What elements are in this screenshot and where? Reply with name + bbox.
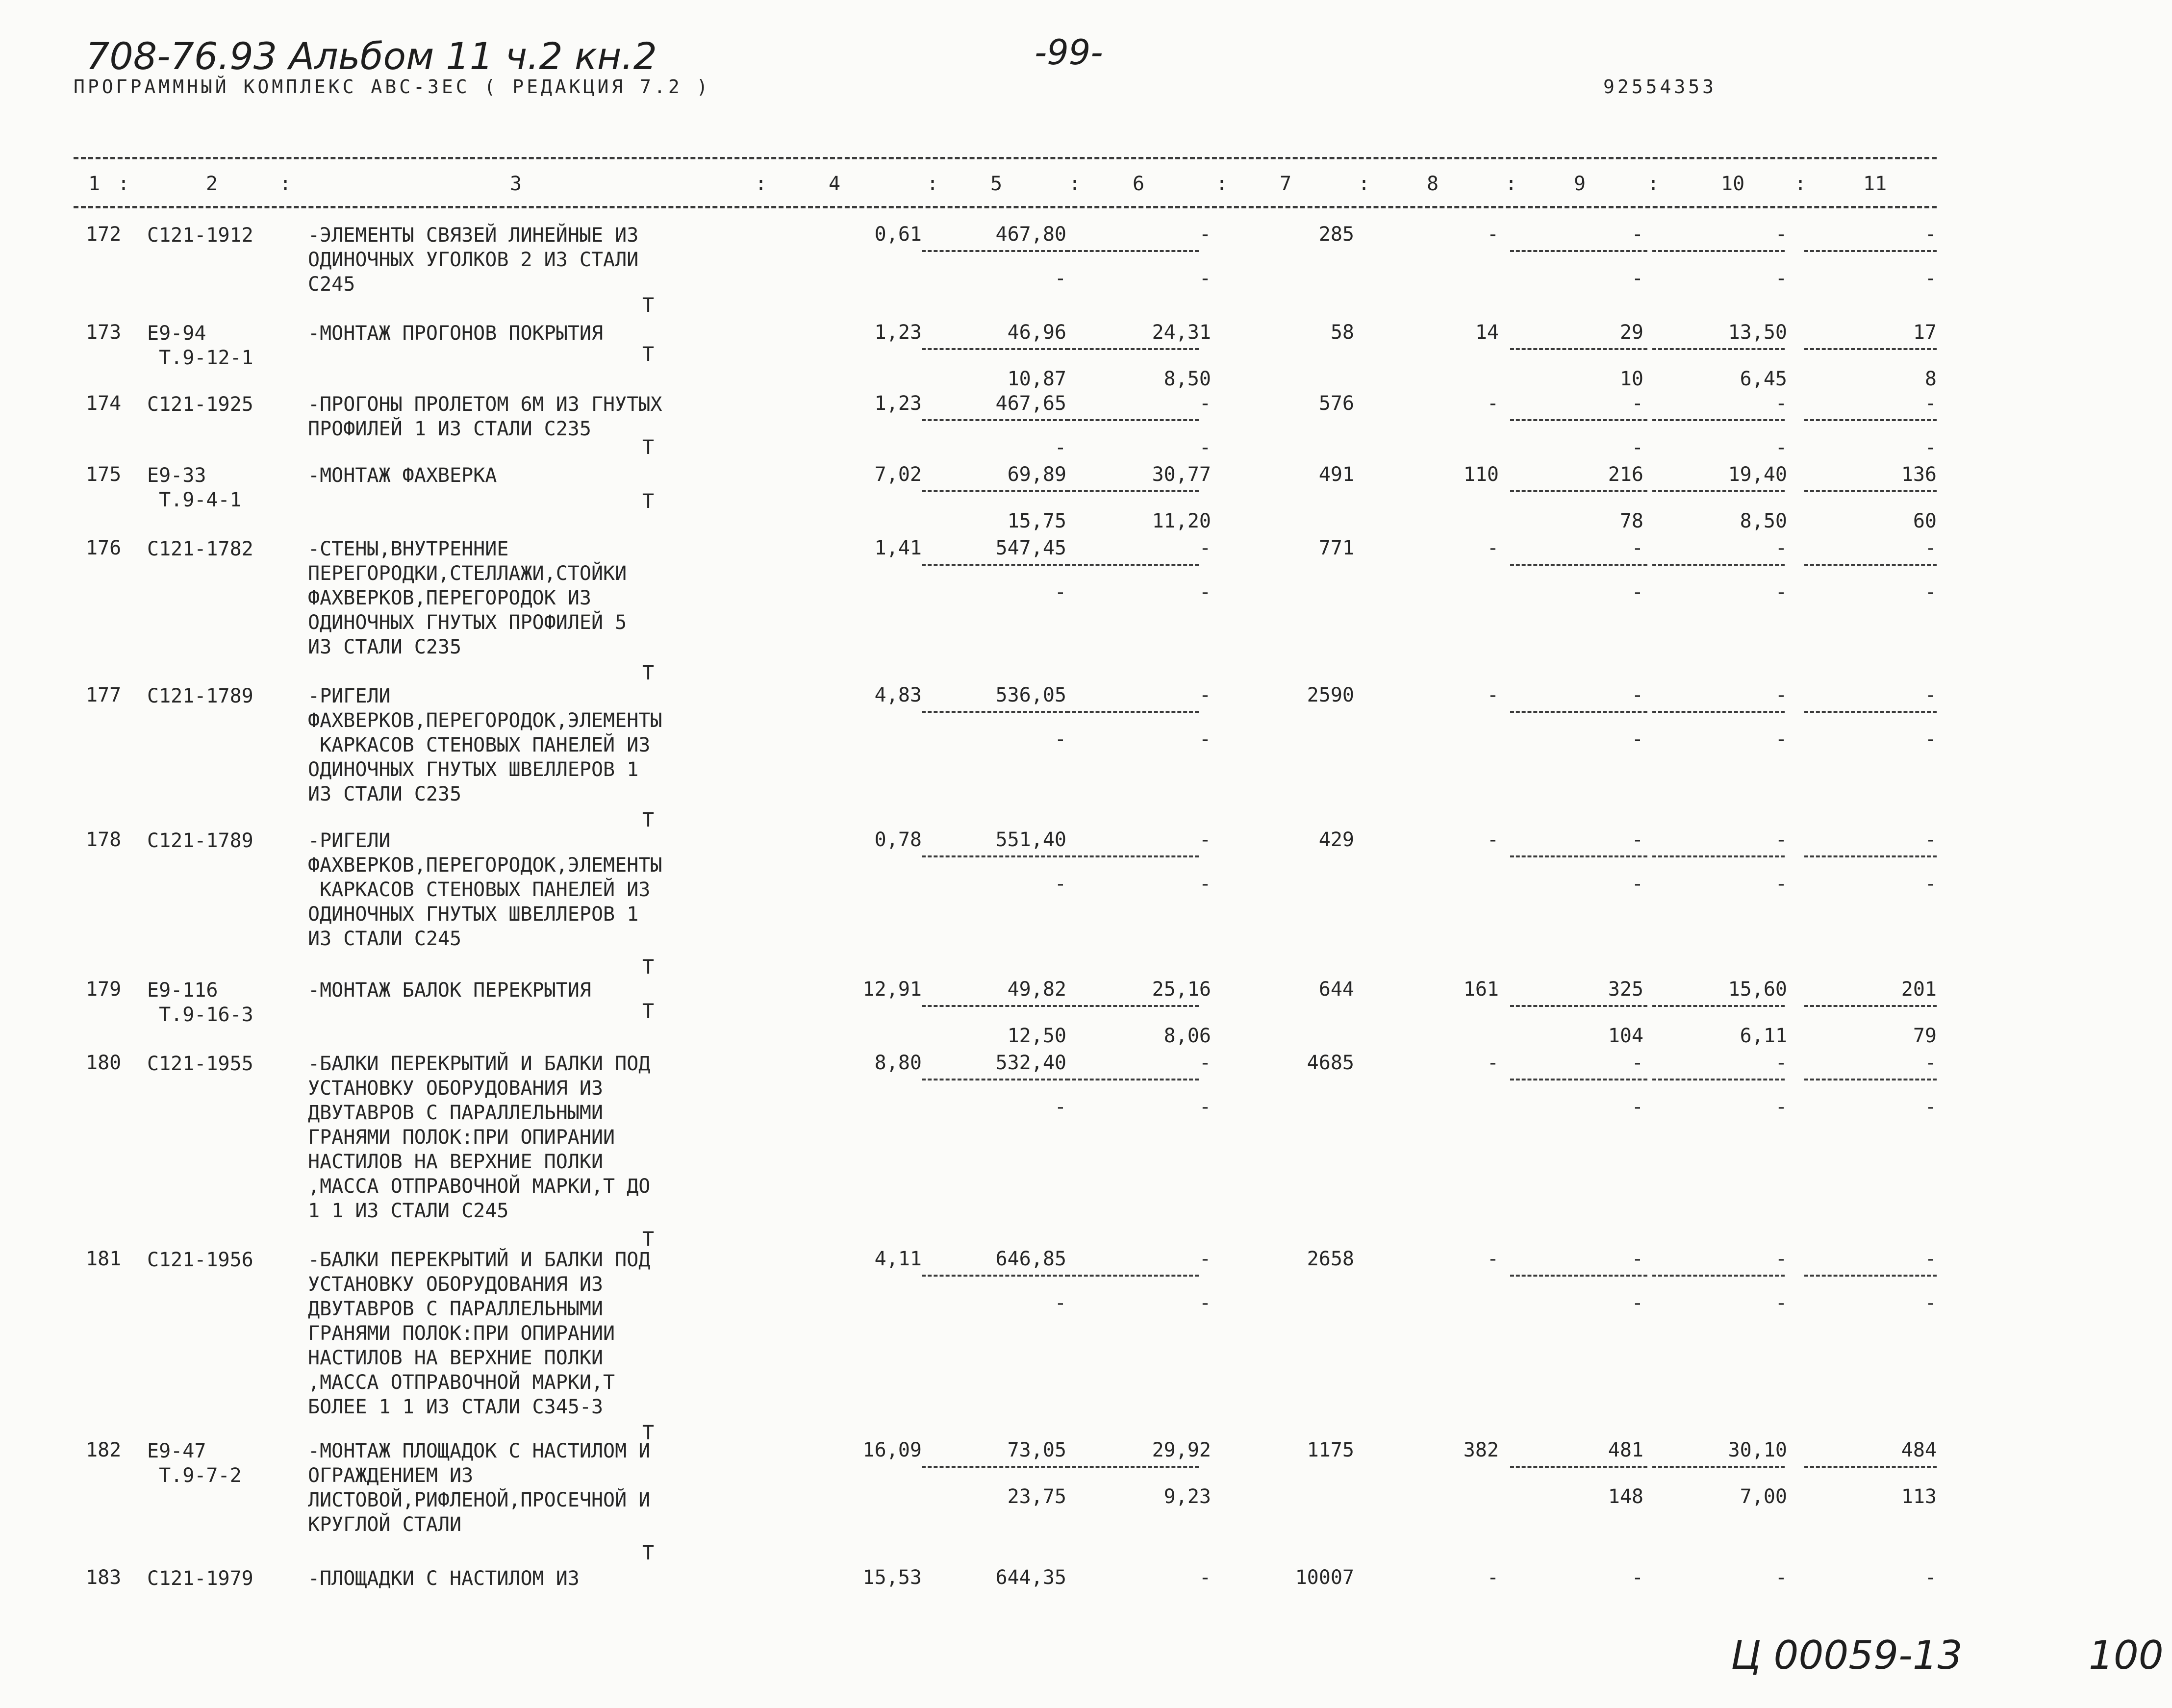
cell-c11b-sub: - (1924, 728, 1937, 751)
cell-col-8: 14 (1475, 321, 1499, 344)
cell-col-11: - (1924, 537, 1937, 559)
cell-separator (1652, 1005, 1785, 1007)
cell-col-7: 644 (1318, 978, 1354, 1001)
cell-c10b-sub: 6,45 (1740, 368, 1787, 390)
cell-col-9: - (1631, 537, 1643, 559)
cell-c11b-sub: - (1924, 1292, 1937, 1314)
cell-col-10: - (1775, 537, 1787, 559)
sheet-number: 100 (2089, 1633, 2164, 1678)
norm-code: Е9-94 Т.9-12-1 (147, 322, 253, 369)
work-description: -МОНТАЖ ФАХВЕРКА (308, 464, 497, 487)
cell-col-11: 136 (1901, 463, 1937, 486)
cell-c5b-sub: - (1054, 873, 1066, 895)
cell-separator (1510, 711, 1647, 713)
row-number: 183 (86, 1566, 122, 1589)
cell-c6b-sub: 9,23 (1163, 1485, 1211, 1508)
cell-separator (1510, 419, 1647, 421)
cell-col-4: 1,41 (874, 537, 922, 559)
cell-separator (1804, 250, 1937, 252)
norm-code: Е9-116 Т.9-16-3 (147, 979, 253, 1026)
cell-c10b-sub: - (1775, 1096, 1787, 1118)
cell-col-10: 19,40 (1728, 463, 1787, 486)
cell-separator (1066, 1275, 1199, 1277)
table-top-rule (74, 157, 1937, 159)
cell-separator (1652, 419, 1785, 421)
col-10-header: 10 (1721, 173, 1745, 195)
col-11-header: 11 (1863, 173, 1887, 195)
cell-col-7: 2590 (1307, 684, 1354, 706)
row-number: 173 (86, 321, 122, 344)
cell-col-11: 484 (1901, 1439, 1937, 1461)
col-2-header: 2 (206, 173, 218, 195)
cell-separator (922, 419, 1069, 421)
row-number: 175 (86, 463, 122, 486)
cell-col-7: 491 (1318, 463, 1354, 486)
unit-mark: Т (642, 436, 655, 459)
cell-col-7: 429 (1318, 829, 1354, 851)
row-number: 182 (86, 1439, 122, 1461)
cell-separator (1066, 1005, 1199, 1007)
cell-c6b-sub: - (1199, 267, 1211, 290)
cell-col-8: 110 (1463, 463, 1499, 486)
cell-separator (1804, 1005, 1937, 1007)
cell-separator (1066, 490, 1199, 492)
col-1-header: 1 (88, 173, 101, 195)
cell-col-6: - (1199, 223, 1211, 246)
cell-separator (922, 250, 1069, 252)
cell-col-6: 30,77 (1152, 463, 1211, 486)
cell-col-10: - (1775, 684, 1787, 706)
cell-col-11: - (1924, 829, 1937, 851)
unit-mark: Т (642, 490, 655, 513)
cell-separator (1652, 1079, 1785, 1080)
cell-col-5: 69,89 (1007, 463, 1066, 486)
cell-c10b-sub: - (1775, 581, 1787, 603)
cell-col-9: - (1631, 829, 1643, 851)
unit-mark: Т (642, 1228, 655, 1251)
cell-col-4: 15,53 (862, 1566, 922, 1589)
cell-separator (922, 1466, 1069, 1468)
cell-separator (1066, 348, 1199, 350)
cell-c9b-sub: - (1631, 267, 1643, 290)
cell-col-8: - (1487, 684, 1499, 706)
archive-stamp: Ц 00059-13 (1731, 1633, 1963, 1678)
cell-col-7: 576 (1318, 392, 1354, 415)
cell-separator (1510, 250, 1647, 252)
cell-col-5: 467,65 (995, 392, 1066, 415)
cell-c11b-sub: - (1924, 267, 1937, 290)
cell-c5b-sub: - (1054, 728, 1066, 751)
cell-c5b-sub: 15,75 (1007, 510, 1066, 532)
cell-separator (1804, 419, 1937, 421)
cell-separator (1652, 348, 1785, 350)
cell-separator (1804, 711, 1937, 713)
cell-col-10: 13,50 (1728, 321, 1787, 344)
cell-col-5: 49,82 (1007, 978, 1066, 1001)
norm-code: С121-1925 (147, 393, 253, 416)
cell-col-7: 285 (1318, 223, 1354, 246)
header-bottom-rule (74, 206, 1937, 208)
norm-code: С121-1912 (147, 224, 253, 247)
cell-col-9: 481 (1608, 1439, 1643, 1461)
col-8-header: 8 (1427, 173, 1439, 195)
cell-separator (1510, 1275, 1647, 1277)
cell-separator (922, 1275, 1069, 1277)
cell-c6b-sub: 8,50 (1163, 368, 1211, 390)
cell-col-9: - (1631, 1052, 1643, 1074)
cell-c9b-sub: 10 (1619, 368, 1643, 390)
cell-col-8: 161 (1463, 978, 1499, 1001)
cell-separator (1804, 1079, 1937, 1080)
cell-c5b-sub: - (1054, 1292, 1066, 1314)
cell-col-9: - (1631, 684, 1643, 706)
cell-c9b-sub: 148 (1608, 1485, 1643, 1508)
cell-col-11: - (1924, 392, 1937, 415)
cell-col-9: - (1631, 1566, 1643, 1589)
col-7-header: 7 (1280, 173, 1292, 195)
cell-c11b-sub: 79 (1913, 1025, 1937, 1047)
cell-separator (1066, 419, 1199, 421)
cell-col-9: - (1631, 1248, 1643, 1270)
handwritten-album-title: 708-76.93 Альбом 11 ч.2 кн.2 (86, 34, 657, 78)
work-description: -БАЛКИ ПЕРЕКРЫТИЙ И БАЛКИ ПОД УСТАНОВКУ ОБОРУДОВАНИЯ ИЗ ДВУТАВРОВ С ПАРАЛЛЕЛЬНЫМИ ГРАНЯМИ ПОЛОК:ПРИ ОПИРАНИИ НАСТИЛОВ НА ВЕРХНИЕ ПОЛКИ ,МАССА ОТПРАВОЧНОЙ МАРКИ,Т ДО 1 1 ИЗ СТАЛИ С245 (308, 1053, 651, 1222)
cell-col-11: - (1924, 1566, 1937, 1589)
cell-col-4: 1,23 (874, 392, 922, 415)
cell-col-9: 29 (1619, 321, 1643, 344)
cell-separator (1804, 564, 1937, 566)
work-description: -РИГЕЛИ ФАХВЕРКОВ,ПЕРЕГОРОДОК,ЭЛЕМЕНТЫ КАРКАСОВ СТЕНОВЫХ ПАНЕЛЕЙ ИЗ ОДИНОЧНЫХ ГНУТЫХ ШВЕЛЛЕРОВ 1 ИЗ СТАЛИ С235 (308, 685, 662, 805)
cell-col-5: 532,40 (995, 1052, 1066, 1074)
cell-separator (922, 855, 1069, 857)
cell-separator (1066, 564, 1199, 566)
cell-c5b-sub: 10,87 (1007, 368, 1066, 390)
row-number: 172 (86, 223, 122, 246)
cell-separator (1510, 1005, 1647, 1007)
cell-c6b-sub: 8,06 (1163, 1025, 1211, 1047)
unit-mark: Т (642, 1422, 655, 1444)
row-number: 178 (86, 829, 122, 851)
work-description: -ПРОГОНЫ ПРОЛЕТОМ 6М ИЗ ГНУТЫХ ПРОФИЛЕЙ 1 ИЗ СТАЛИ С235 (308, 393, 662, 440)
cell-separator (1652, 564, 1785, 566)
cell-col-5: 646,85 (995, 1248, 1066, 1270)
cell-separator (922, 564, 1069, 566)
cell-c10b-sub: 7,00 (1740, 1485, 1787, 1508)
cell-c10b-sub: - (1775, 267, 1787, 290)
cell-separator (1510, 1079, 1647, 1080)
cell-separator (1804, 1275, 1937, 1277)
col-4-header: 4 (829, 173, 841, 195)
cell-separator (1652, 1466, 1785, 1468)
cell-col-11: 17 (1913, 321, 1937, 344)
cell-separator (1066, 855, 1199, 857)
cell-col-5: 551,40 (995, 829, 1066, 851)
cell-c5b-sub: - (1054, 1096, 1066, 1118)
cell-c10b-sub: - (1775, 436, 1787, 459)
row-number: 179 (86, 978, 122, 1001)
cell-col-7: 58 (1330, 321, 1354, 344)
cell-separator (1066, 1466, 1199, 1468)
cell-c9b-sub: 78 (1619, 510, 1643, 532)
cell-col-10: - (1775, 1248, 1787, 1270)
cell-separator (1066, 250, 1199, 252)
col-6-header: 6 (1133, 173, 1145, 195)
work-description: -РИГЕЛИ ФАХВЕРКОВ,ПЕРЕГОРОДОК,ЭЛЕМЕНТЫ КАРКАСОВ СТЕНОВЫХ ПАНЕЛЕЙ ИЗ ОДИНОЧНЫХ ГНУТЫХ ШВЕЛЛЕРОВ 1 ИЗ СТАЛИ С245 (308, 829, 662, 950)
page-number: -99- (1035, 32, 1103, 73)
cell-col-10: - (1775, 1566, 1787, 1589)
cell-separator (1804, 855, 1937, 857)
cell-col-6: 24,31 (1152, 321, 1211, 344)
cell-separator (922, 711, 1069, 713)
norm-code: С121-1956 (147, 1249, 253, 1271)
col-9-header: 9 (1574, 173, 1586, 195)
col-5-header: 5 (990, 173, 1003, 195)
cell-separator (1066, 1079, 1199, 1080)
cell-separator (1804, 348, 1937, 350)
unit-mark: Т (642, 1542, 655, 1564)
unit-mark: Т (642, 343, 655, 366)
cell-col-6: - (1199, 829, 1211, 851)
cell-c11b-sub: 60 (1913, 510, 1937, 532)
work-description: -ЭЛЕМЕНТЫ СВЯЗЕЙ ЛИНЕЙНЫЕ ИЗ ОДИНОЧНЫХ УГОЛКОВ 2 ИЗ СТАЛИ С245 (308, 224, 639, 296)
cell-col-11: - (1924, 1248, 1937, 1270)
cell-col-6: 25,16 (1152, 978, 1211, 1001)
cell-col-4: 7,02 (874, 463, 922, 486)
cell-c9b-sub: - (1631, 1096, 1643, 1118)
cell-col-10: 15,60 (1728, 978, 1787, 1001)
cell-c10b-sub: 8,50 (1740, 510, 1787, 532)
cell-c11b-sub: 113 (1901, 1485, 1937, 1508)
cell-separator (1804, 490, 1937, 492)
work-description: -МОНТАЖ ПРОГОНОВ ПОКРЫТИЯ (308, 322, 604, 345)
norm-code: С121-1955 (147, 1053, 253, 1075)
unit-mark: Т (642, 294, 655, 317)
program-subtitle: ПРОГРАММНЫЙ КОМПЛЕКС АВС-3ЕС ( РЕДАКЦИЯ 7.2 ) (74, 76, 711, 98)
cell-col-10: 30,10 (1728, 1439, 1787, 1461)
cell-c9b-sub: 104 (1608, 1025, 1643, 1047)
cell-separator (922, 490, 1069, 492)
row-number: 176 (86, 537, 122, 559)
cell-col-4: 0,61 (874, 223, 922, 246)
norm-code: С121-1789 (147, 829, 253, 852)
cell-col-9: 325 (1608, 978, 1643, 1001)
cell-col-4: 4,11 (874, 1248, 922, 1270)
cell-c9b-sub: - (1631, 581, 1643, 603)
cell-col-7: 4685 (1307, 1052, 1354, 1074)
cell-col-8: 382 (1463, 1439, 1499, 1461)
cell-c6b-sub: 11,20 (1152, 510, 1211, 532)
work-description: -МОНТАЖ БАЛОК ПЕРЕКРЫТИЯ (308, 979, 591, 1002)
cell-separator (1510, 855, 1647, 857)
norm-code: С121-1789 (147, 685, 253, 707)
cell-c10b-sub: - (1775, 1292, 1787, 1314)
cell-separator (1652, 855, 1785, 857)
cell-c9b-sub: - (1631, 1292, 1643, 1314)
cell-col-4: 16,09 (862, 1439, 922, 1461)
cell-col-4: 12,91 (862, 978, 922, 1001)
norm-code: Е9-47 Т.9-7-2 (147, 1440, 242, 1487)
cell-separator (922, 1079, 1069, 1080)
cell-separator (1066, 711, 1199, 713)
cell-separator (922, 1005, 1069, 1007)
cell-separator (1652, 490, 1785, 492)
cell-separator (1510, 1466, 1647, 1468)
cell-col-8: - (1487, 392, 1499, 415)
cell-col-10: - (1775, 392, 1787, 415)
cell-separator (1510, 490, 1647, 492)
cell-col-6: - (1199, 537, 1211, 559)
work-description: -СТЕНЫ,ВНУТРЕННИЕ ПЕРЕГОРОДКИ,СТЕЛЛАЖИ,СТОЙКИ ФАХВЕРКОВ,ПЕРЕГОРОДОК ИЗ ОДИНОЧНЫХ ГНУТЫХ ПРОФИЛЕЙ 5 ИЗ СТАЛИ С235 (308, 538, 627, 658)
cell-c5b-sub: - (1054, 267, 1066, 290)
unit-mark: Т (642, 1000, 655, 1023)
cell-col-8: - (1487, 1566, 1499, 1589)
cell-separator (1510, 564, 1647, 566)
norm-code: С121-1979 (147, 1567, 253, 1590)
cell-separator (1804, 1466, 1937, 1468)
cell-col-8: - (1487, 537, 1499, 559)
cell-col-8: - (1487, 223, 1499, 246)
cell-col-10: - (1775, 1052, 1787, 1074)
cell-col-10: - (1775, 223, 1787, 246)
cell-c9b-sub: - (1631, 436, 1643, 459)
row-number: 181 (86, 1248, 122, 1270)
cell-c6b-sub: - (1199, 1292, 1211, 1314)
cell-c6b-sub: - (1199, 581, 1211, 603)
document-code: 92554353 (1603, 76, 1717, 98)
work-description: -МОНТАЖ ПЛОЩАДОК С НАСТИЛОМ И ОГРАЖДЕНИЕМ ИЗ ЛИСТОВОЙ,РИФЛЕНОЙ,ПРОСЕЧНОЙ И КРУГЛОЙ СТАЛИ (308, 1440, 651, 1536)
column-header-row: 1 : 2 : 3 : 4 : 5 : 6 : 7 : 8 : 9 : 10 : 11 (88, 173, 1887, 195)
cell-col-5: 467,80 (995, 223, 1066, 246)
unit-mark: Т (642, 956, 655, 979)
cell-col-5: 73,05 (1007, 1439, 1066, 1461)
cell-col-7: 10007 (1295, 1566, 1354, 1589)
cell-c5b-sub: 23,75 (1007, 1485, 1066, 1508)
work-description: -БАЛКИ ПЕРЕКРЫТИЙ И БАЛКИ ПОД УСТАНОВКУ ОБОРУДОВАНИЯ ИЗ ДВУТАВРОВ С ПАРАЛЛЕЛЬНЫМИ ГРАНЯМИ ПОЛОК:ПРИ ОПИРАНИИ НАСТИЛОВ НА ВЕРХНИЕ ПОЛКИ ,МАССА ОТПРАВОЧНОЙ МАРКИ,Т БОЛЕЕ 1 1 ИЗ СТАЛИ С345-3 (308, 1249, 651, 1418)
cell-c9b-sub: - (1631, 728, 1643, 751)
cell-col-4: 0,78 (874, 829, 922, 851)
cell-c5b-sub: 12,50 (1007, 1025, 1066, 1047)
cell-col-10: - (1775, 829, 1787, 851)
cell-col-5: 536,05 (995, 684, 1066, 706)
cell-col-4: 4,83 (874, 684, 922, 706)
cell-c10b-sub: 6,11 (1740, 1025, 1787, 1047)
cell-separator (1652, 1275, 1785, 1277)
cell-c11b-sub: - (1924, 436, 1937, 459)
cell-col-8: - (1487, 1052, 1499, 1074)
norm-code: С121-1782 (147, 538, 253, 560)
cell-c11b-sub: 8 (1924, 368, 1937, 390)
cell-col-6: - (1199, 1566, 1211, 1589)
cell-separator (1652, 711, 1785, 713)
cell-col-9: 216 (1608, 463, 1643, 486)
unit-mark: Т (642, 662, 655, 684)
cell-c11b-sub: - (1924, 873, 1937, 895)
cell-col-7: 771 (1318, 537, 1354, 559)
col-3-header: 3 (510, 173, 522, 195)
row-number: 174 (86, 392, 122, 415)
work-description: -ПЛОЩАДКИ С НАСТИЛОМ ИЗ (308, 1567, 580, 1590)
cell-c6b-sub: - (1199, 873, 1211, 895)
cell-col-7: 1175 (1307, 1439, 1354, 1461)
cell-c5b-sub: - (1054, 581, 1066, 603)
cell-c6b-sub: - (1199, 728, 1211, 751)
cell-col-6: - (1199, 392, 1211, 415)
cell-col-6: 29,92 (1152, 1439, 1211, 1461)
cell-separator (1652, 250, 1785, 252)
cell-c6b-sub: - (1199, 1096, 1211, 1118)
unit-mark: Т (642, 809, 655, 831)
cell-col-11: 201 (1901, 978, 1937, 1001)
cell-c10b-sub: - (1775, 728, 1787, 751)
row-number: 177 (86, 684, 122, 706)
cell-c11b-sub: - (1924, 1096, 1937, 1118)
cell-col-5: 547,45 (995, 537, 1066, 559)
norm-code: Е9-33 Т.9-4-1 (147, 464, 242, 511)
cell-col-5: 46,96 (1007, 321, 1066, 344)
cell-col-8: - (1487, 829, 1499, 851)
cell-col-6: - (1199, 684, 1211, 706)
cell-col-9: - (1631, 223, 1643, 246)
cell-col-11: - (1924, 684, 1937, 706)
cell-c5b-sub: - (1054, 436, 1066, 459)
cell-c9b-sub: - (1631, 873, 1643, 895)
cell-col-4: 8,80 (874, 1052, 922, 1074)
cell-col-4: 1,23 (874, 321, 922, 344)
cell-col-8: - (1487, 1248, 1499, 1270)
cell-col-6: - (1199, 1052, 1211, 1074)
row-number: 180 (86, 1052, 122, 1074)
cell-c11b-sub: - (1924, 581, 1937, 603)
cell-col-7: 2658 (1307, 1248, 1354, 1270)
cell-c6b-sub: - (1199, 436, 1211, 459)
cell-col-9: - (1631, 392, 1643, 415)
cell-separator (1510, 348, 1647, 350)
cell-col-11: - (1924, 1052, 1937, 1074)
cell-col-5: 644,35 (995, 1566, 1066, 1589)
cell-col-6: - (1199, 1248, 1211, 1270)
cell-separator (922, 348, 1069, 350)
cell-c10b-sub: - (1775, 873, 1787, 895)
cell-col-11: - (1924, 223, 1937, 246)
